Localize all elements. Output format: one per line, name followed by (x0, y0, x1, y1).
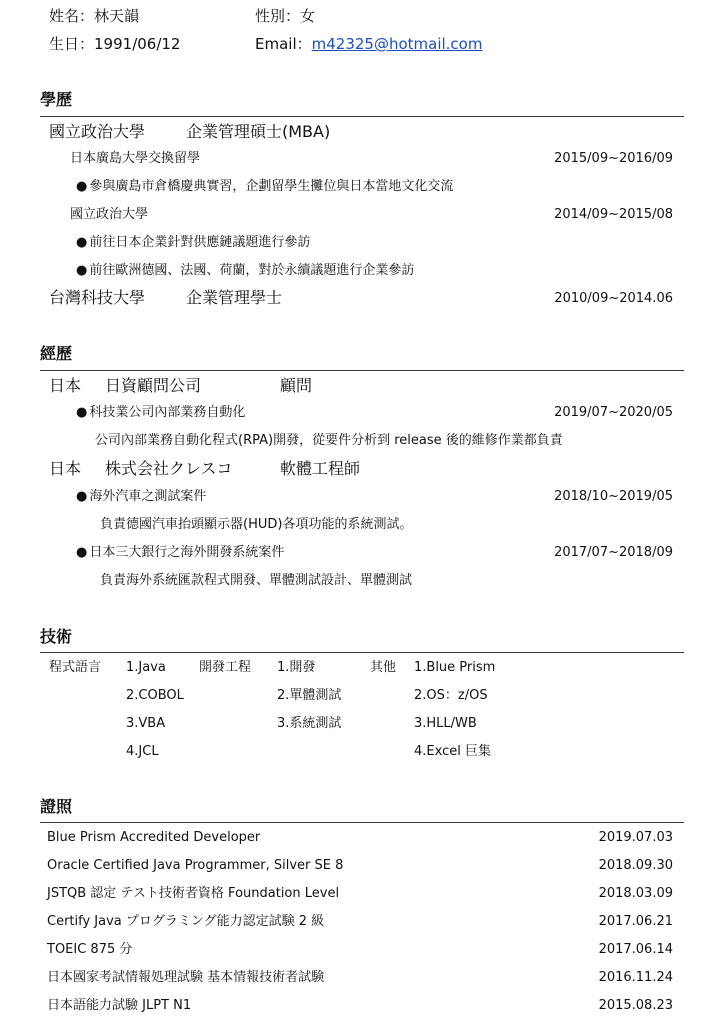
skill-group-label: 其他 (370, 660, 397, 675)
email-label: Email： (255, 35, 312, 53)
certification-date: 2017.06.21 (598, 914, 673, 929)
skill-item: 1.Java (126, 660, 166, 675)
bullet-icon: ● (76, 489, 88, 504)
name-row (49, 9, 139, 24)
experience-divider (40, 370, 684, 371)
certification-date: 2016.11.24 (598, 970, 673, 985)
education-school: 台灣科技大學 (49, 288, 146, 307)
certification-date: 2017.06.14 (598, 942, 673, 957)
bullet-icon: ● (76, 235, 88, 250)
certification-name: Oracle Certified Java Programmer, Silver SE 8 (47, 858, 344, 873)
education-bullet (76, 236, 310, 249)
bullet-icon: ● (76, 179, 88, 194)
education-heading: 學歷 (40, 90, 73, 109)
job-title: 軟體工程師 (280, 459, 361, 478)
certification-name: 日本語能力試驗 JLPT N1 (47, 998, 192, 1013)
education-bullet (76, 264, 414, 277)
skill-item: 3.系統測試 (277, 716, 342, 731)
education-date: 2010/09~2014.06 (554, 291, 673, 306)
project-date: 2017/07~2018/09 (554, 545, 673, 560)
project-description: 負責德國汽車抬頭顯示器(HUD)各項功能的系統測試。 (100, 517, 413, 532)
skill-item: 3.HLL/WB (414, 716, 477, 731)
project-name (76, 406, 245, 419)
certification-date: 2018.03.09 (598, 886, 673, 901)
certification-date: 2015.08.23 (598, 998, 673, 1013)
job-company: 日資顧問公司 (105, 376, 202, 395)
education-divider (40, 116, 684, 117)
education-degree: 企業管理碩士(MBA) (186, 122, 331, 141)
certifications-heading: 證照 (40, 797, 73, 816)
education-sub-item: 日本廣島大學交換留學 (70, 151, 201, 166)
project-name-text: 日本三大銀行之海外開發系統案件 (89, 545, 285, 560)
birthday-label: 生日： (49, 35, 95, 53)
skill-group-label: 程式語言 (49, 660, 102, 675)
job-country: 日本 (49, 376, 82, 395)
bullet-icon: ● (76, 405, 88, 420)
name-value: 林天韻 (94, 7, 140, 25)
job-country: 日本 (49, 459, 82, 478)
education-bullet (76, 180, 453, 193)
skill-group-label: 開發工程 (199, 660, 252, 675)
skills-heading: 技術 (40, 627, 73, 646)
name-label: 姓名： (49, 7, 95, 25)
skill-item: 2.COBOL (126, 688, 184, 703)
skill-item: 4.Excel 巨集 (414, 744, 491, 759)
education-degree: 企業管理學士 (186, 288, 283, 307)
skill-item: 1.Blue Prism (414, 660, 496, 675)
birthday-value: 1991/06/12 (94, 35, 181, 53)
email-link[interactable]: m42325@hotmail.com (311, 35, 483, 53)
certification-name: Blue Prism Accredited Developer (47, 830, 261, 845)
certification-name: 日本國家考試情報処理試験 基本情報技術者試験 (47, 970, 325, 985)
education-sub-item-date: 2015/09~2016/09 (554, 151, 673, 166)
certification-name: TOEIC 875 分 (47, 942, 133, 957)
bullet-icon: ● (76, 545, 88, 560)
education-school: 國立政治大學 (49, 122, 146, 141)
job-title: 顧問 (280, 376, 313, 395)
education-sub-item: 國立政治大學 (70, 207, 149, 222)
skill-item: 3.VBA (126, 716, 166, 731)
certification-date: 2018.09.30 (598, 858, 673, 873)
gender-value: 女 (300, 7, 316, 25)
project-name-text: 海外汽車之測試案件 (89, 489, 207, 504)
birthday-row (49, 37, 180, 52)
skill-item: 4.JCL (126, 744, 159, 759)
project-date: 2018/10~2019/05 (554, 489, 673, 504)
certification-date: 2019.07.03 (598, 830, 673, 845)
project-description: 負責海外系統匯款程式開發、單體測試設計、單體測試 (100, 573, 413, 588)
skill-item: 2.OS：z/OS (414, 688, 488, 703)
project-name (76, 490, 206, 503)
education-sub-item-date: 2014/09~2015/08 (554, 207, 673, 222)
education-bullet-text: 前往日本企業針對供應鏈議題進行參訪 (89, 235, 311, 250)
certification-name: JSTQB 認定 テスト技術者資格 Foundation Level (47, 886, 340, 901)
email-row (255, 37, 482, 52)
project-date: 2019/07~2020/05 (554, 405, 673, 420)
education-bullet-text: 參與廣島市倉橋慶典實習，企劃留學生攤位與日本當地文化交流 (89, 179, 454, 194)
certification-name: Certify Java プログラミング能力認定試験 2 級 (47, 914, 325, 929)
certifications-divider (40, 822, 684, 823)
gender-label: 性別： (255, 7, 301, 25)
education-bullet-text: 前往歐洲德國、法國、荷蘭，對於永續議題進行企業參訪 (89, 263, 415, 278)
project-name-text: 科技業公司內部業務自動化 (89, 405, 246, 420)
experience-heading: 經歷 (40, 344, 73, 363)
bullet-icon: ● (76, 263, 88, 278)
project-description: 公司內部業務自動化程式(RPA)開發，從要件分析到 release 後的維修作業都負責 (95, 433, 563, 448)
project-name (76, 546, 284, 559)
skill-item: 2.單體測試 (277, 688, 342, 703)
skills-divider (40, 652, 684, 653)
job-company: 株式会社クレスコ (105, 459, 233, 478)
skill-item: 1.開發 (277, 660, 316, 675)
gender-row (255, 9, 315, 24)
